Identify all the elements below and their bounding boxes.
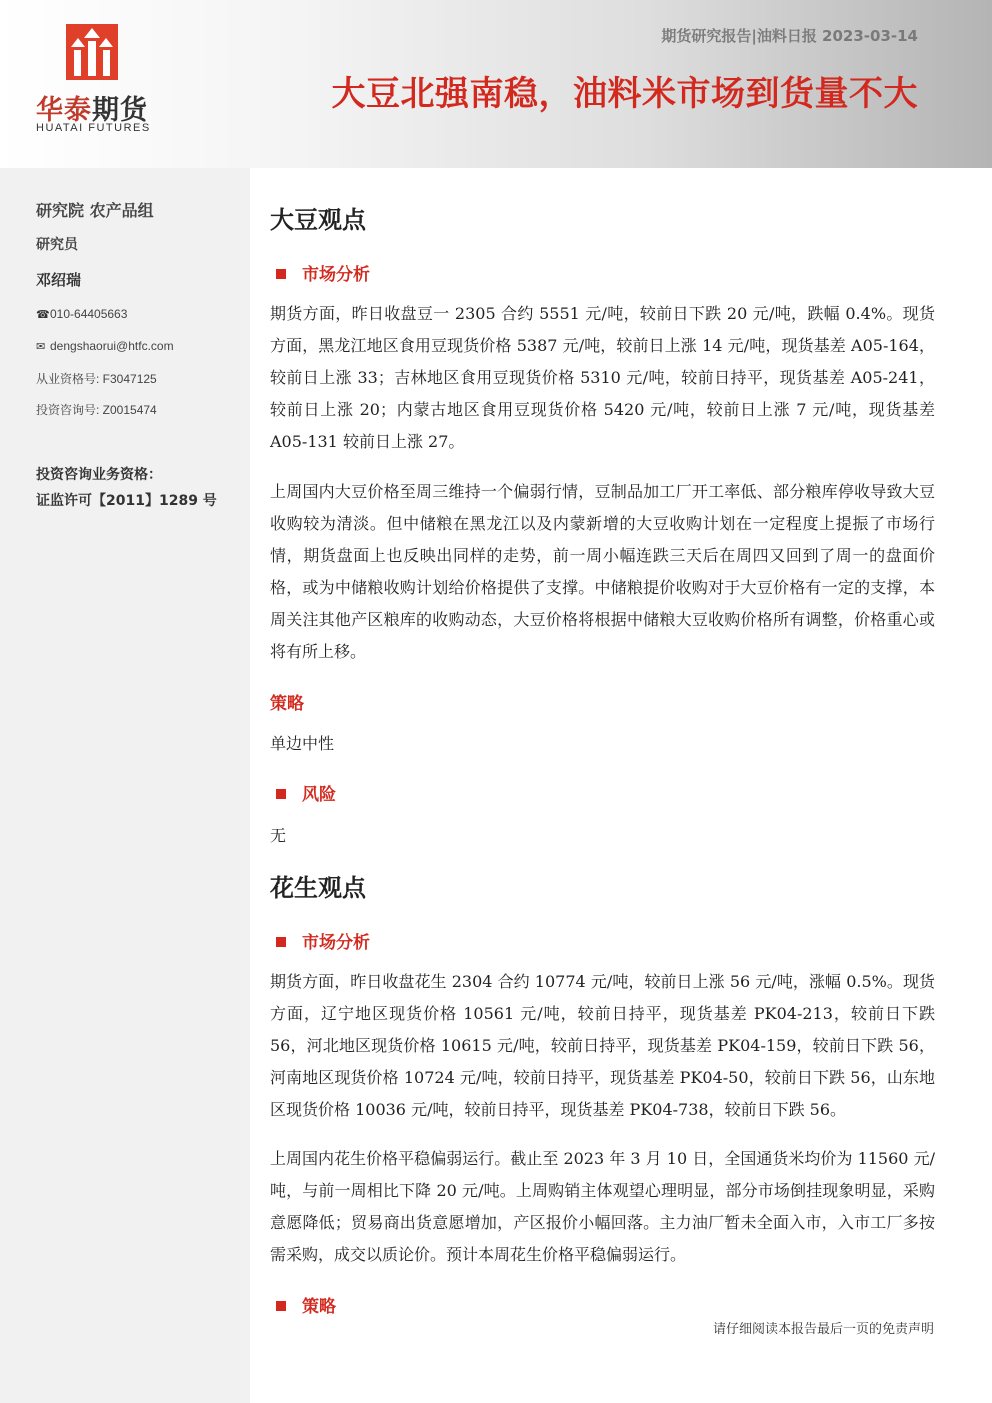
business-qualification bbox=[36, 462, 217, 514]
mail-icon: ✉ bbox=[36, 341, 46, 353]
soybean-market-paragraph: 上周国内大豆价格至周三维持一个偏弱行情，豆制品加工厂开工率低、部分粮库停收导致大豆收购较为清淡。但中储粮在黑龙江以及内蒙新增的大豆收购计划在一定程度上提振了市场行情，期货盘面上也反映出同样的走势，前一周小幅连跌三天后在周四又回到了周一的盘面价格，或为中储粮收购计划给价格提供了支撑。中储粮提价收购对于大豆价格有一定的支撑，本周关注其他产区粮库的收购动态，大豆价格将根据中储粮大豆收购价格所有调整，价格重心或将有所上移。 bbox=[270, 482, 935, 661]
phone-icon: ☎ bbox=[36, 309, 50, 321]
department: 研究院 农产品组 bbox=[36, 201, 154, 220]
report-meta: 期货研究报告|油料日报 2023-03-14 bbox=[661, 27, 918, 45]
phone-line bbox=[36, 307, 127, 321]
company-name-cn: 华泰期货 bbox=[36, 95, 148, 126]
peanut-section-title: 花生观点 bbox=[270, 874, 366, 902]
peanut-market-paragraph: 上周国内花生价格平稳偏弱运行。截止至 2023 年 3 月 10 日，全国通货米均价为 11560 元/吨，与前一周相比下降 20 元/吨。上周购销主体观望心理明显，部分市场倒挂现象明显，采购意愿降低；贸易商出货意愿增加，产区报价小幅回落。主力油厂暂未全面入市，入市工厂多按需采购，成交以质论价。预计本周花生价格平稳偏弱运行。 bbox=[270, 1149, 935, 1264]
email-address[interactable]: dengshaorui@htfc.com bbox=[50, 339, 174, 353]
footer-disclaimer: 请仔细阅读本报告最后一页的免责声明 bbox=[712, 1322, 934, 1337]
soybean-risk-text: 无 bbox=[270, 826, 287, 845]
peanut-futures-paragraph: 期货方面，昨日收盘花生 2304 合约 10774 元/吨，较前日上涨 56 元/吨，涨幅 0.5%。现货方面，辽宁地区现货价格 10561 元/吨，较前日持平，现货基差 PK04-213，较前日下跌 56，河北地区现货价格 10615 元/吨，较前日持平，现货基差 PK04-159，较前日下跌 56，河南地区现货价格 10724 元/吨，较前日持平，现货基差 PK04-50，较前日下跌 56，山东地区现货价格 10036 元/吨，较前日持平，现货基差 PK04-738，较前日下跌 56。 bbox=[270, 972, 935, 1119]
phone-number: 010-64405663 bbox=[50, 307, 128, 321]
company-name-en: HUATAI FUTURES bbox=[36, 122, 151, 134]
soybean-strategy-text: 单边中性 bbox=[270, 734, 335, 753]
report-header bbox=[0, 0, 992, 168]
soybean-section-title: 大豆观点 bbox=[270, 206, 366, 234]
bullet-square-icon bbox=[276, 789, 286, 799]
author-name: 邓绍瑞 bbox=[36, 271, 82, 289]
soybean-futures-paragraph: 期货方面，昨日收盘豆一 2305 合约 5551 元/吨，较前日下跌 20 元/吨，跌幅 0.4%。现货方面，黑龙江地区食用豆现货价格 5387 元/吨，较前日上涨 14 元/吨，现货基差 A05-164，较前日上涨 33；吉林地区食用豆现货价格 5310 元/吨，较前日持平，现货基差 A05-241，较前日上涨 20；内蒙古地区食用豆现货价格 5420 元/吨，较前日上涨 7 元/吨，现货基差 A05-131 较前日上涨 27。 bbox=[270, 304, 935, 451]
huatai-logo-icon bbox=[66, 24, 118, 80]
consult-number: 投资咨询号: Z0015474 bbox=[36, 403, 157, 417]
report-title: 大豆北强南稳，油料米市场到货量不大 bbox=[331, 74, 918, 114]
peanut-strategy-heading: 策略 bbox=[276, 1292, 336, 1317]
bullet-square-icon bbox=[276, 1301, 286, 1311]
author-sidebar bbox=[0, 168, 250, 1403]
qualification-license: 证监许可【2011】1289 号 bbox=[36, 493, 217, 509]
soybean-strategy-heading: 策略 bbox=[270, 694, 304, 714]
soybean-analysis-heading: 市场分析 bbox=[276, 260, 370, 285]
qualification-number: 从业资格号: F3047125 bbox=[36, 372, 157, 386]
email-line[interactable] bbox=[36, 339, 174, 353]
author-role: 研究员 bbox=[36, 237, 78, 253]
bullet-square-icon bbox=[276, 269, 286, 279]
peanut-analysis-heading: 市场分析 bbox=[276, 928, 370, 953]
bullet-square-icon bbox=[276, 937, 286, 947]
soybean-risk-heading: 风险 bbox=[276, 780, 336, 805]
qualification-title: 投资咨询业务资格： bbox=[36, 467, 162, 483]
